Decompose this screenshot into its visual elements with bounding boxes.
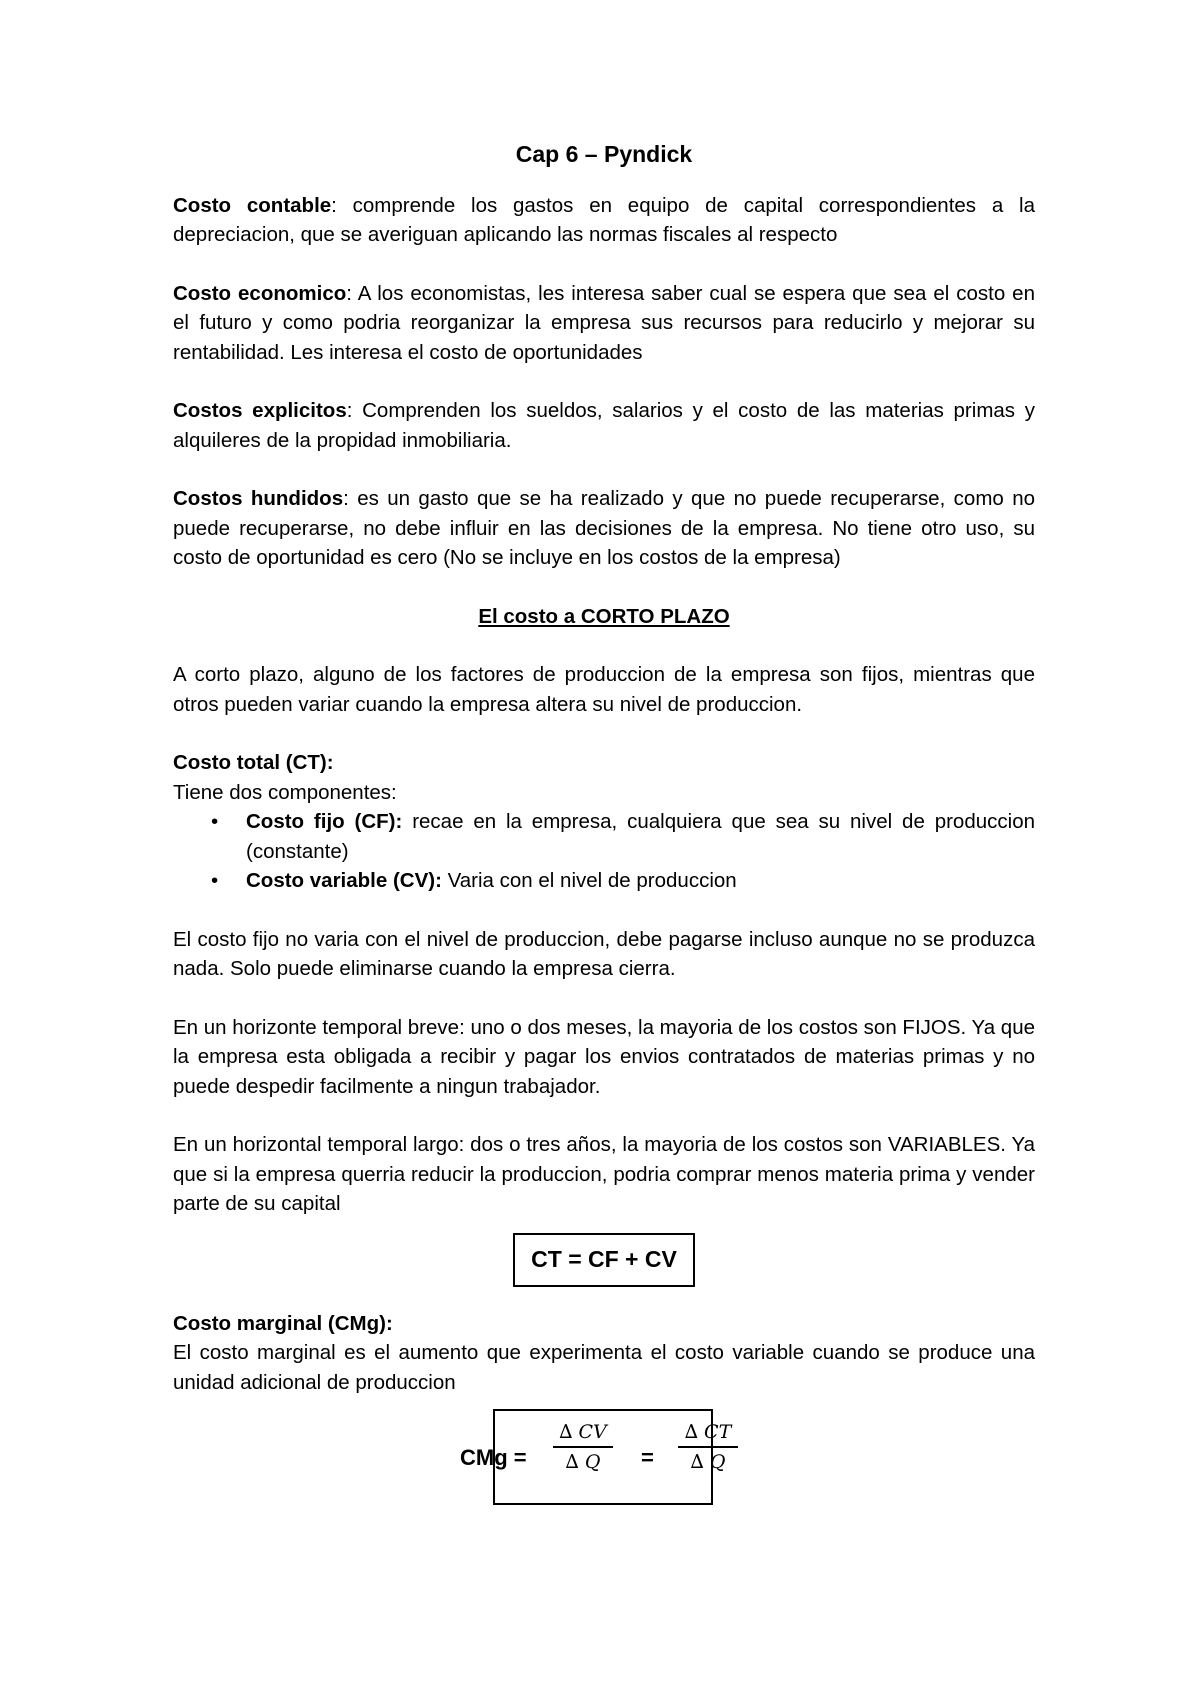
- total-cost-formula: CT = CF + CV: [513, 1233, 695, 1287]
- definition-costo-economico: [173, 279, 1035, 368]
- fraction-denominator: ∆ Q: [565, 1450, 601, 1473]
- list-item: [173, 866, 1035, 896]
- fraction-cv-q: [553, 1419, 613, 1475]
- short-run-intro: A corto plazo, alguno de los factores de produccion de la empresa son fijos, mientras que otros pueden variar cuando la empresa altera su nivel de produccion.: [173, 663, 1035, 716]
- component-term: Costo fijo (CF):: [246, 810, 403, 833]
- component-term: Costo variable (CV):: [246, 869, 442, 892]
- equals-sign: =: [641, 1445, 654, 1470]
- cost-components-list: [173, 807, 1035, 896]
- definition-costos-hundidos: [173, 484, 1035, 573]
- long-horizon-paragraph: En un horizontal temporal largo: dos o tres años, la mayoria de los costos son VARIABLES. Ya que si la empresa querria reducir la produccion, podria comprar menos materia prima y vender parte de su capital: [173, 1133, 1035, 1215]
- definition-term: Costo economico: [173, 281, 347, 305]
- fraction-numerator: ∆ CT: [684, 1421, 732, 1443]
- fraction-bar: [553, 1446, 613, 1448]
- fraction-ct-q: [678, 1419, 738, 1475]
- short-horizon-paragraph: En un horizonte temporal breve: uno o dos meses, la mayoria de los costos son FIJOS. Ya que la empresa esta obligada a recibir y pagar los envios contratados de materias primas y no puede despedir facilmente a ningun trabajador.: [173, 1015, 1035, 1098]
- component-text: recae en la empresa, cualquiera que sea su nivel de produccion (constante): [246, 810, 1035, 863]
- definition-text: : A los economistas, les interesa saber cual se espera que sea el costo en el futuro y como podria reorganizar la empresa sus recursos para reducirlo y mejorar su rentabilidad. Les interesa el costo de oportunidades: [173, 281, 1035, 364]
- marginal-cost-formula: [173, 1409, 1035, 1509]
- definition-costo-contable: [173, 191, 1035, 250]
- bullet-icon: •: [211, 810, 219, 833]
- page-title: Cap 6 – Pyndick: [515, 141, 693, 167]
- fraction-denominator: ∆ Q: [690, 1450, 726, 1473]
- marginal-cost-heading: Costo marginal (CMg):: [173, 1311, 393, 1335]
- document-page: [173, 140, 1035, 1509]
- fraction-bar: [678, 1446, 738, 1448]
- definition-text: : comprende los gastos en equipo de capital correspondientes a la depreciacion, que se averiguan aplicando las normas fiscales al respecto: [173, 193, 1035, 246]
- fixed-cost-paragraph: El costo fijo no varia con el nivel de produccion, debe pagarse incluso aunque no se produzca nada. Solo puede eliminarse cuando la empresa cierra.: [173, 927, 1035, 980]
- definition-term: Costos hundidos: [173, 487, 344, 510]
- definition-text: : es un gasto que se ha realizado y que no puede recuperarse, como no puede recuperarse, no debe influir en las decisiones de la empresa. No tiene otro uso, su costo de oportunidad es cero (No se incluye en los costos de la empresa): [173, 487, 1035, 569]
- component-text: Varia con el nivel de produccion: [441, 869, 737, 892]
- section-title: El costo a CORTO PLAZO: [478, 604, 730, 628]
- total-cost-heading: Costo total (CT):: [173, 751, 334, 774]
- definition-term: Costos explicitos: [173, 399, 347, 422]
- fraction-numerator: ∆ CV: [559, 1421, 607, 1443]
- bullet-icon: •: [211, 869, 219, 892]
- definition-text: : Comprenden los sueldos, salarios y el costo de las materias primas y alquileres de la propidad inmobiliaria.: [173, 399, 1035, 452]
- definition-term: Costo contable: [173, 193, 332, 217]
- marginal-cost-text: El costo marginal es el aumento que experimenta el costo variable cuando se produce una unidad adicional de produccion: [173, 1341, 1035, 1394]
- definition-costos-explicitos: [173, 396, 1035, 455]
- list-item: [173, 807, 1035, 866]
- cmg-label: CMg =: [460, 1445, 527, 1470]
- total-cost-subheading: Tiene dos componentes:: [173, 780, 397, 804]
